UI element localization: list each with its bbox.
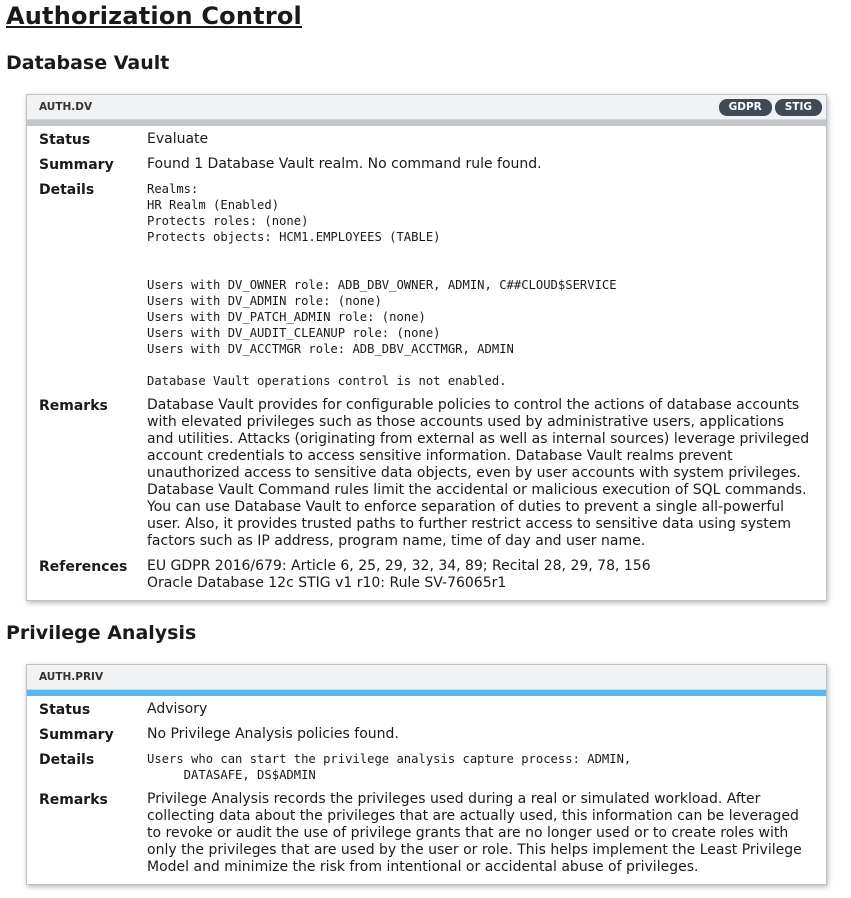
finding-details-table [39,131,814,600]
finding-code: AUTH.PRIV [39,671,104,683]
tag-list [719,99,822,116]
row-references [39,558,814,600]
reference-stig: Oracle Database 12c STIG v1 r10: Rule SV-76065r1 [147,575,507,591]
status-value: Evaluate [147,131,209,147]
references-value [147,558,814,600]
remarks-label: Remarks [39,792,108,808]
tag-gdpr: GDPR [719,99,772,116]
row-status [39,701,814,726]
row-remarks [39,397,814,558]
row-summary [39,156,814,181]
finding-card-auth-dv [26,94,827,601]
row-remarks [39,791,814,884]
section-title-privilege-analysis: Privilege Analysis [6,622,197,644]
row-details [39,751,814,791]
details-label: Details [39,182,95,198]
row-status [39,131,814,156]
status-color-bar [27,120,826,126]
summary-label: Summary [39,157,114,173]
tag-stig: STIG [775,99,822,116]
page-title: Authorization Control [6,2,302,30]
summary-value: Found 1 Database Vault realm. No command rule found. [147,156,542,172]
finding-card-auth-priv [26,664,827,885]
details-value: Users who can start the privilege analysis capture process: ADMIN, DATASAFE, DS$ADMIN [147,752,632,782]
card-header [27,665,826,690]
section-title-database-vault: Database Vault [6,52,170,74]
status-label: Status [39,132,91,148]
summary-label: Summary [39,727,114,743]
details-label: Details [39,752,95,768]
reference-gdpr: EU GDPR 2016/679: Article 6, 25, 29, 32, 34, 89; Recital 28, 29, 78, 156 [147,558,651,574]
references-label: References [39,559,128,575]
row-summary [39,726,814,751]
status-label: Status [39,702,91,718]
row-details [39,181,814,397]
status-color-bar [27,690,826,696]
remarks-label: Remarks [39,398,108,414]
status-value: Advisory [147,701,208,717]
finding-code: AUTH.DV [39,101,93,113]
finding-details-table [39,701,814,884]
details-cell [147,181,814,397]
remarks-value: Privilege Analysis records the privileges used during a real or simulated workload. After collecting data about the privileges that are actually used, this information can be leveraged to revoke or audit the use of privilege grants that are no longer used or to create roles with only the privileges that are used by the user or role. This helps implement the Least Privilege Model and minimize the risk from intentional or accidental abuse of privileges. [147,791,802,875]
remarks-value: Database Vault provides for configurable policies to control the actions of database accounts with elevated privileges such as those accounts used by administrative users, applications and utilities. Attacks (originating from external as well as internal sources) leverage privileged account credentials to access sensitive information. Database Vault realms prevent unauthorized access to sensitive data objects, even by user accounts with system privileges. Database Vault Command rules limit the accidental or malicious execution of SQL commands. You can use Database Vault to enforce separation of duties to prevent a single all-powerful user. Also, it provides trusted paths to further restrict access to sensitive data using system factors such as IP address, program name, time of day and user name. [147,397,810,549]
details-cell [147,751,814,791]
card-header [27,95,826,120]
details-value: Realms: HR Realm (Enabled) Protects roles: (none) Protects objects: HCM1.EMPLOYEES (TABLE) Users with DV_OWNER role: ADB_DBV_OWNER, ADMIN, C##CLOUD$SERVICE Users with DV_ADMIN role: (none) Users with DV_PATCH_ADMIN role: (none) Users with DV_AUDIT_CLEANUP role: (none) Users with DV_ACCTMGR role: ADB_DBV_ACCTMGR, ADMIN Database Vault operations control is not enabled. [147,182,617,388]
summary-value: No Privilege Analysis policies found. [147,726,399,742]
